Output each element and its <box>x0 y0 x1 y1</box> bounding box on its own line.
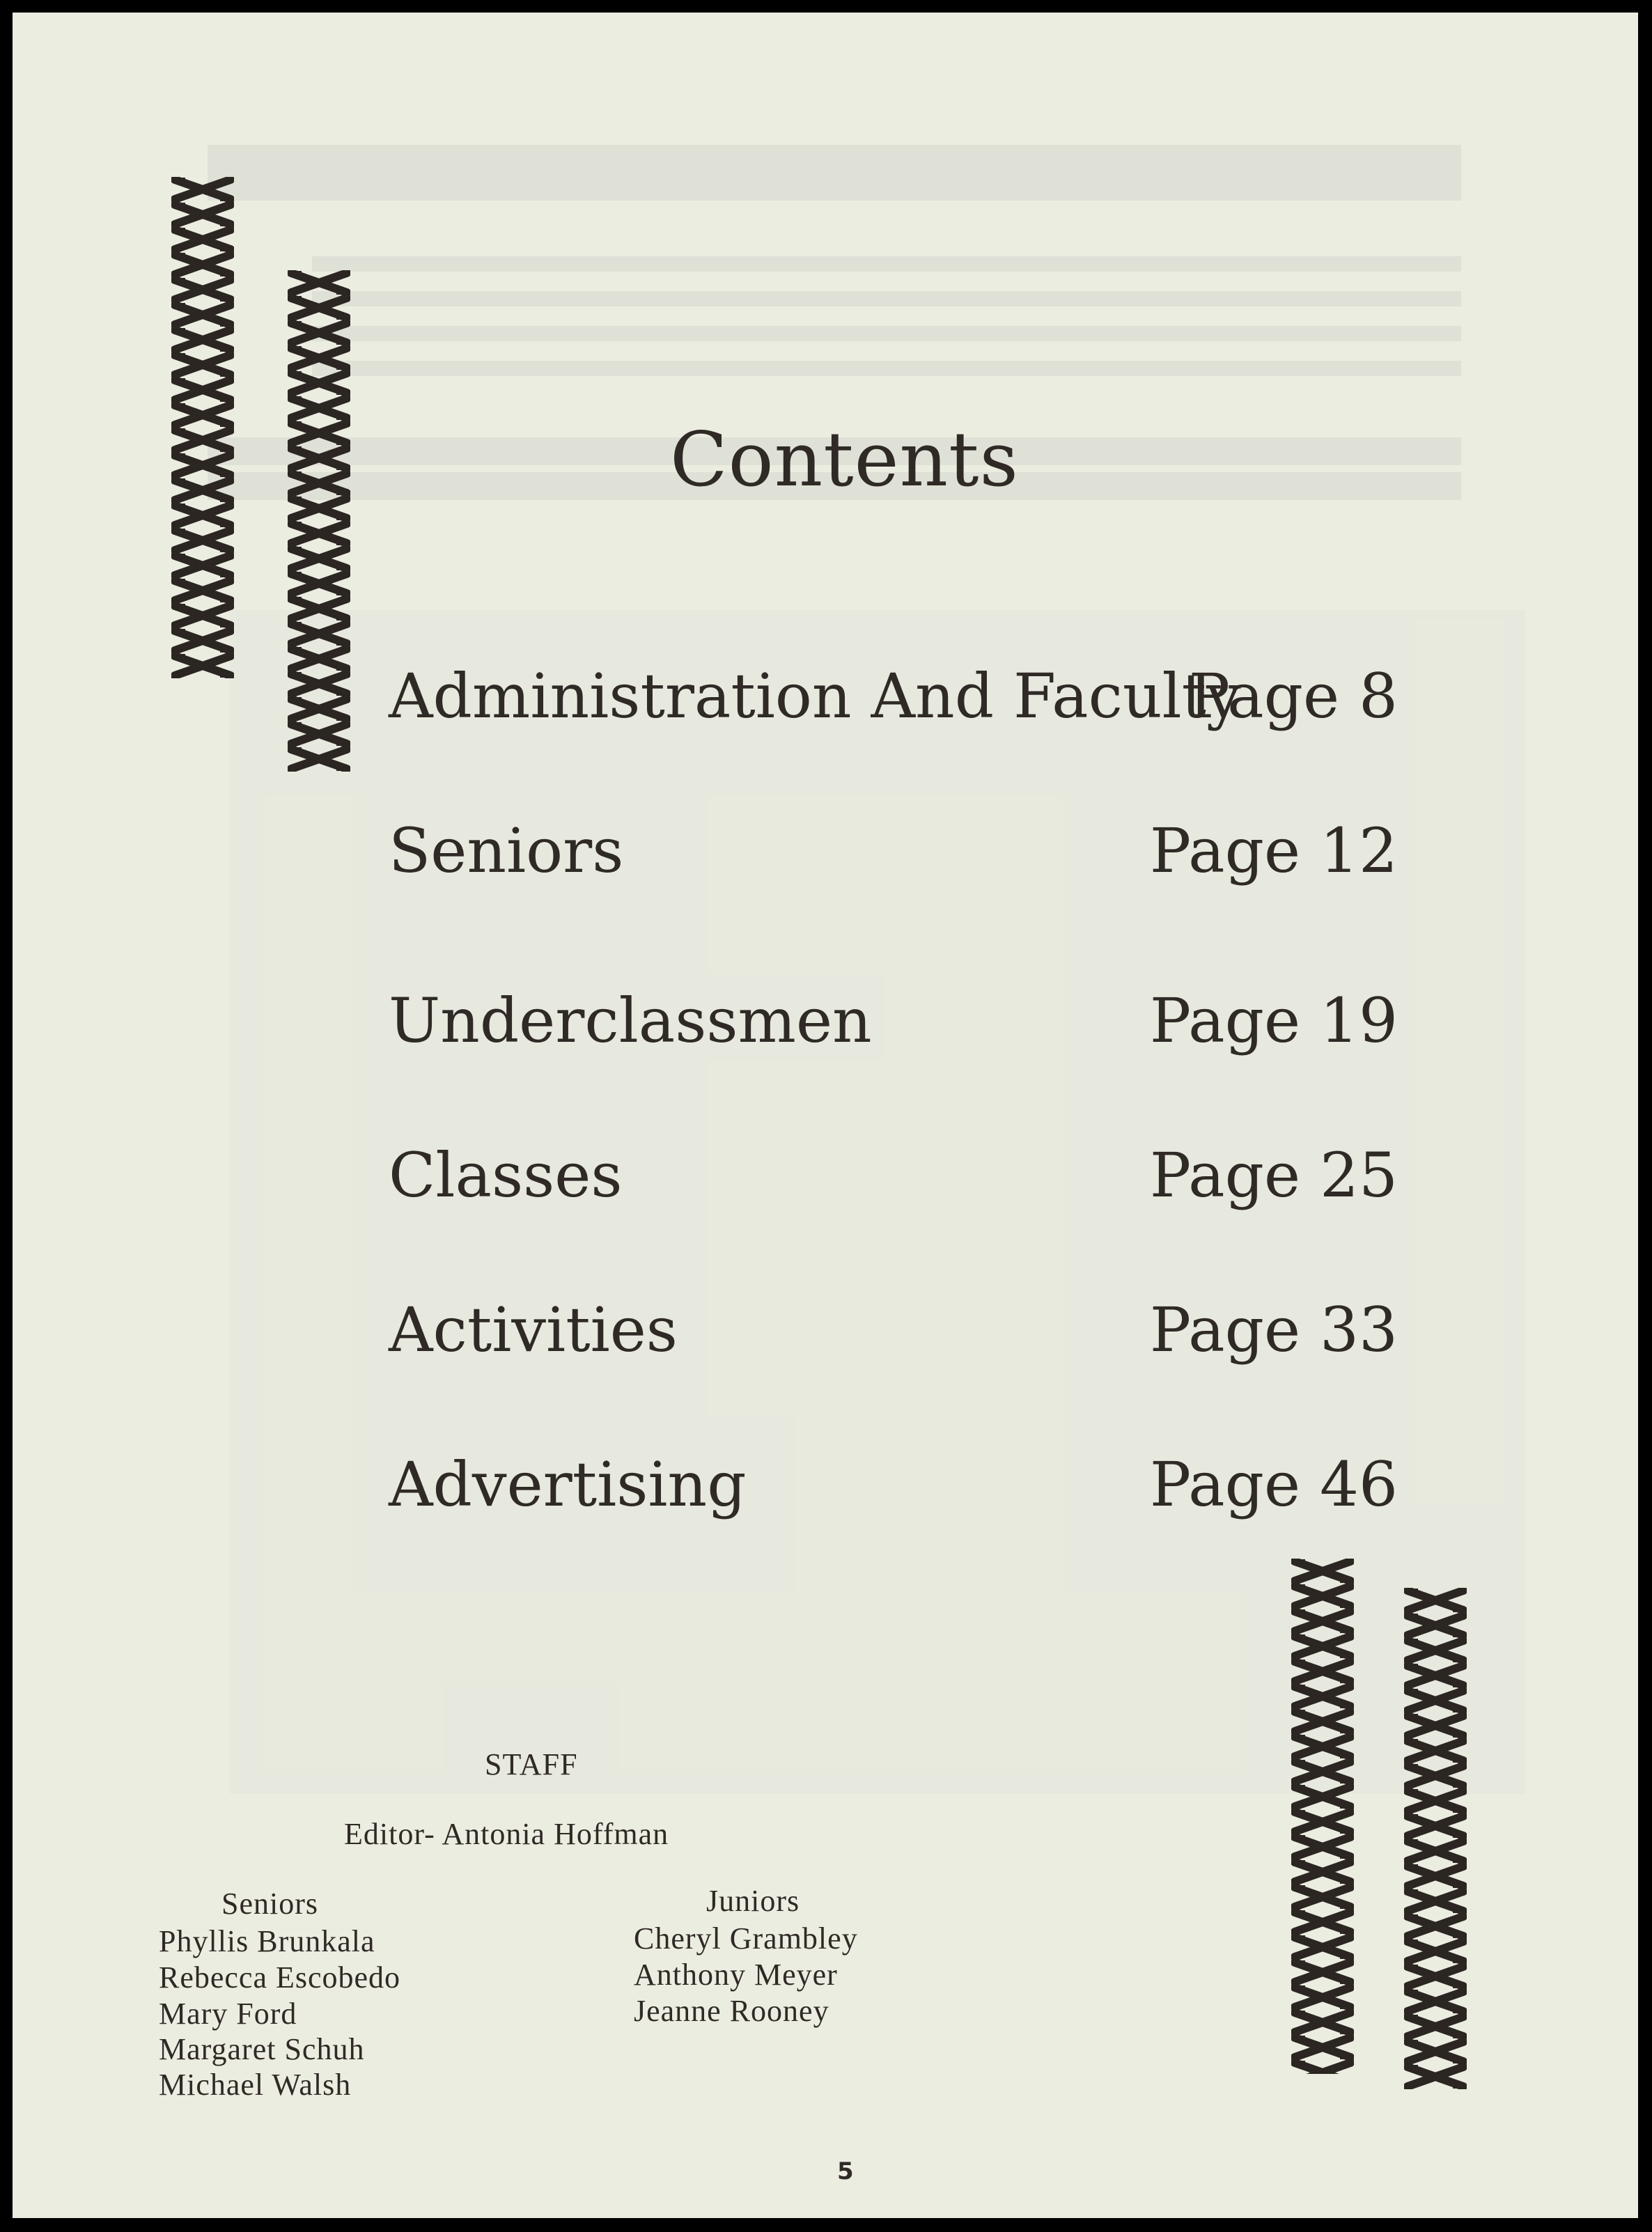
braided-chain-icon <box>1404 1588 1467 2089</box>
toc-section-label: Underclassmen <box>389 985 872 1056</box>
seniors-heading: Seniors <box>221 1887 318 1921</box>
braided-chain-icon <box>171 177 234 678</box>
toc-entry <box>13 660 1638 744</box>
toc-page-label: Page 19 <box>1149 985 1398 1056</box>
staff-name: Jeanne Rooney <box>634 1994 829 2028</box>
yearbook-page <box>13 13 1638 2218</box>
toc-page-label: Page 12 <box>1149 815 1398 887</box>
editor-credit: Editor- Antonia Hoffman <box>344 1817 669 1851</box>
toc-section-label: Advertising <box>389 1449 747 1520</box>
staff-name: Rebecca Escobedo <box>159 1960 401 1995</box>
braided-chain-icon <box>1291 1559 1354 2074</box>
toc-page-label: Page 8 <box>1188 660 1398 732</box>
page-title: Contents <box>670 416 1019 504</box>
toc-entry <box>13 1449 1638 1532</box>
page-number: 5 <box>837 2157 854 2185</box>
staff-name: Phyllis Brunkala <box>159 1924 375 1958</box>
toc-page-label: Page 33 <box>1149 1294 1398 1366</box>
staff-name: Mary Ford <box>159 1997 297 2031</box>
staff-heading: STAFF <box>485 1747 578 1781</box>
staff-name: Margaret Schuh <box>159 2032 365 2066</box>
toc-section-label: Administration And Faculty <box>389 660 1241 732</box>
toc-section-label: Seniors <box>389 815 624 887</box>
toc-page-label: Page 46 <box>1149 1449 1398 1520</box>
toc-entry <box>13 815 1638 898</box>
toc-entry <box>13 985 1638 1068</box>
toc-page-label: Page 25 <box>1149 1139 1398 1211</box>
toc-section-label: Activities <box>389 1294 678 1366</box>
juniors-heading: Juniors <box>706 1884 800 1918</box>
toc-section-label: Classes <box>389 1139 623 1211</box>
toc-entry <box>13 1139 1638 1223</box>
staff-name: Anthony Meyer <box>634 1958 838 1992</box>
staff-name: Cheryl Grambley <box>634 1921 858 1956</box>
toc-entry <box>13 1294 1638 1378</box>
staff-name: Michael Walsh <box>159 2068 352 2102</box>
